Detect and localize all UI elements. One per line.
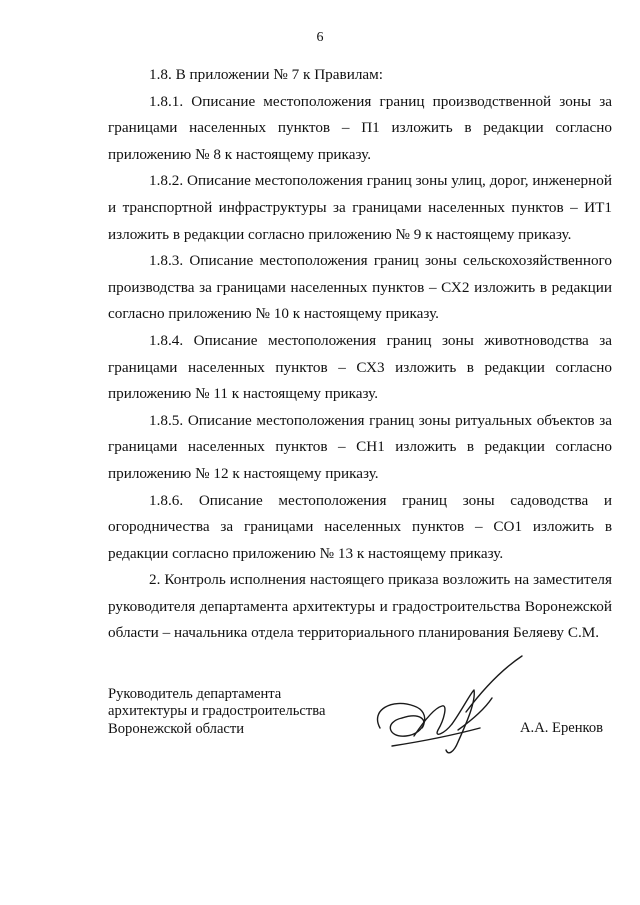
order-body: [108, 62, 612, 647]
signatory-position-line: Руководитель департамента: [108, 686, 282, 702]
paragraph-1-8-6: 1.8.6. Описание местоположения границ зоны садоводства и огородничества за границами населенных пунктов – СО1 изложить в редакции согласно приложению № 13 к настоящему приказу.: [108, 491, 612, 562]
signatory-name: А.А. Еренков: [520, 720, 604, 736]
paragraph-1-8-4: 1.8.4. Описание местоположения границ зоны животноводства за границами населенных пунктов – СХ3 изложить в редакции согласно приложению № 11 к настоящему приказу.: [108, 331, 612, 403]
paragraph-1-8-2: 1.8.2. Описание местоположения границ зоны улиц, дорог, инженерной и транспортной инфраструктуры за границами населенных пунктов – ИТ1 изложить в редакции согласно приложению № 9 к настоящему приказу.: [108, 172, 612, 243]
paragraph-1-8-5: 1.8.5. Описание местоположения границ зоны ритуальных объектов за границами населенных пунктов – СН1 изложить в редакции согласно приложению № 12 к настоящему приказу.: [108, 411, 612, 482]
page-number: 6: [316, 30, 324, 45]
signatory-position-line: Воронежской области: [108, 720, 245, 737]
paragraph-1-8-1: 1.8.1. Описание местоположения границ производственной зоны за границами населенных пунктов – П1 изложить в редакции согласно приложению № 8 к настоящему приказу.: [108, 92, 612, 163]
paragraph-1-8: 1.8. В приложении № 7 к Правилам:: [149, 66, 383, 83]
paragraph-2: 2. Контроль исполнения настоящего приказа возложить на заместителя руководителя департамента архитектуры и градостроительства Воронежской области – начальника отдела территориального планирования Беляеву С.М.: [108, 571, 612, 642]
signatory-position: [108, 686, 325, 738]
signatory-position-line: архитектуры и градостроительства: [108, 703, 326, 720]
handwritten-signature: [362, 650, 542, 770]
paragraph-1-8-3: 1.8.3. Описание местоположения границ зоны сельскохозяйственного производства за границами населенных пунктов – СХ2 изложить в редакции согласно приложению № 10 к настоящему приказу.: [108, 252, 612, 323]
